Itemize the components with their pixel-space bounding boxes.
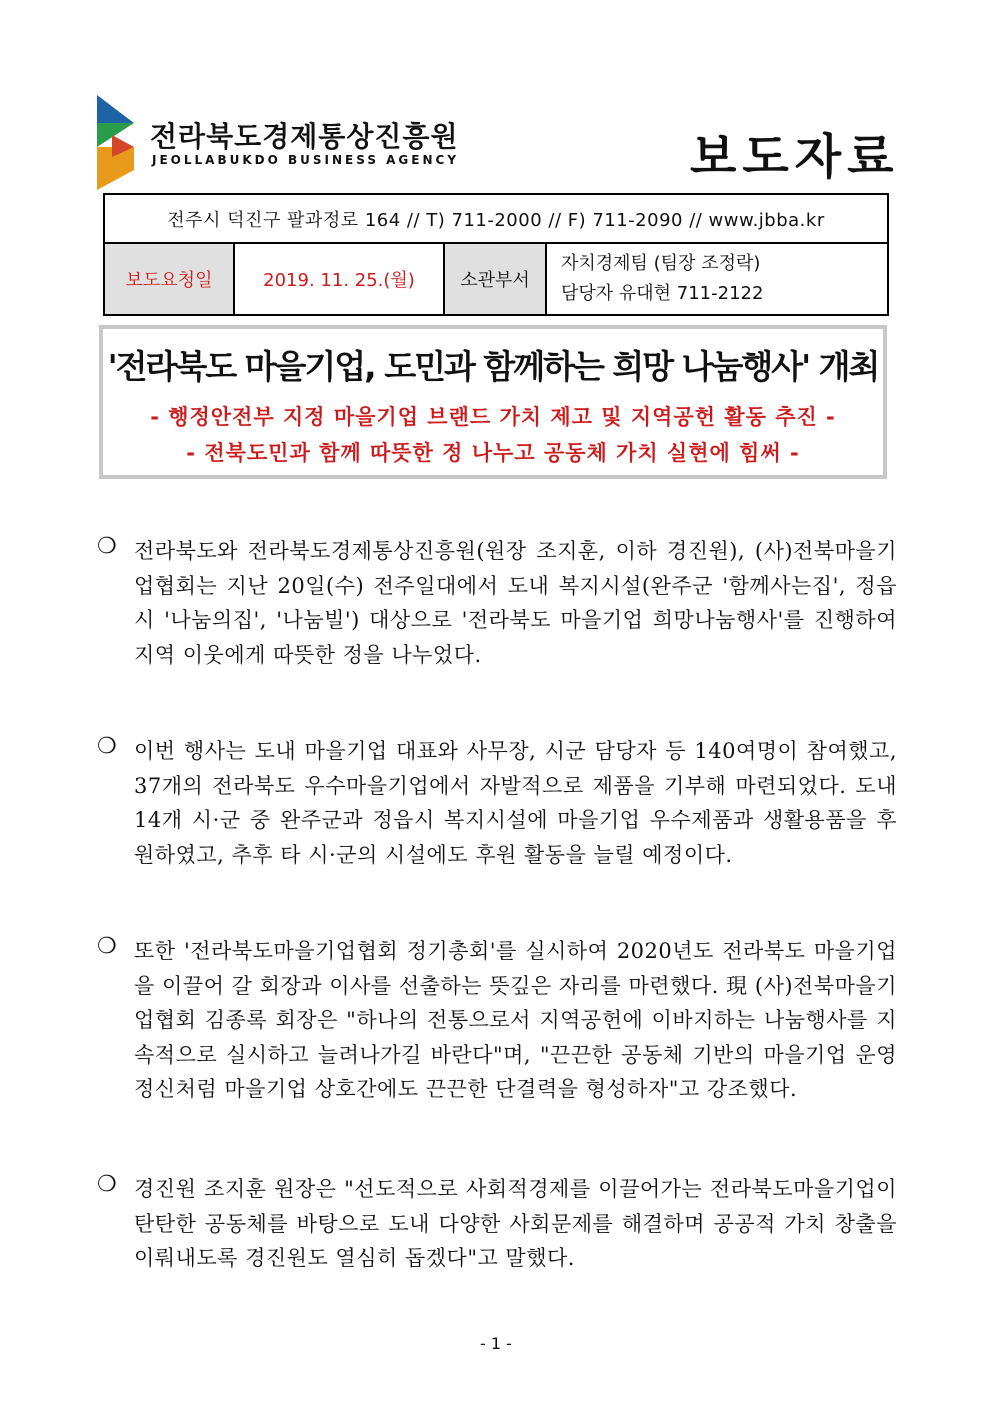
- department-contact: 담당자 유대현 711-2122: [561, 283, 764, 304]
- paragraph-text: 이번 행사는 도내 마을기업 대표와 사무장, 시군 담당자 등 140여명이 참여했고, 37개의 전라북도 우수마을기업에서 자발적으로 제품을 기부해 마련되었다. 도내 14개 시·군 중 완주군과 정읍시 복지시설에 마을기업 우수제품과 생활용품을 후원하였고, 추후 타 시·군의 시설에도 후원 활동을 늘릴 예정이다.: [134, 739, 897, 867]
- body-paragraph: [97, 1172, 897, 1276]
- headline-box: [99, 325, 887, 479]
- page-number: - 1 -: [480, 1334, 512, 1353]
- request-date-label: 보도요청일: [104, 243, 234, 315]
- body-paragraph: [97, 934, 897, 1107]
- bullet-circle-icon: ❍: [97, 734, 117, 759]
- contact-address: 전주시 덕진구 팔과정로 164 // T) 711-2000 // F) 711-2090 // www.jbba.kr: [104, 194, 888, 243]
- paragraph-text: 경진원 조지훈 원장은 "선도적으로 사회적경제를 이끌어가는 전라북도마을기업이 탄탄한 공동체를 바탕으로 도내 다양한 사회문제를 해결하며 공공적 가치 창출을 이뤄내도록 경진원도 열심히 돕겠다"고 말했다.: [134, 1177, 897, 1270]
- headline-title: '전라북도 마을기업, 도민과 함께하는 희망 나눔행사' 개최: [107, 347, 879, 386]
- request-date-value: 2019. 11. 25.(월): [234, 243, 444, 315]
- bullet-circle-icon: ❍: [97, 934, 117, 959]
- bullet-circle-icon: ❍: [97, 1172, 117, 1197]
- paragraph-text: 전라북도와 전라북도경제통상진흥원(원장 조지훈, 이하 경진원), (사)전북마을기업협회는 지난 20일(수) 전주일대에서 도내 복지시설(완주군 '함께사는집', 정읍시 '나눔의집', '나눔빌') 대상으로 '전라북도 마을기업 희망나눔행사'를 진행하여 지역 이웃에게 따뜻한 정을 나누었다.: [134, 539, 897, 667]
- body-paragraph: [97, 734, 897, 872]
- body-paragraph: [97, 534, 897, 672]
- department-info: [546, 243, 888, 315]
- logo-text-english: JEOLLABUKDO BUSINESS AGENCY: [152, 153, 460, 167]
- agency-logo: [92, 95, 460, 190]
- press-info-table: [103, 193, 889, 316]
- logo-text-korean: 전라북도경제통상진흥원: [150, 120, 459, 153]
- bullet-circle-icon: ❍: [97, 534, 117, 559]
- department-team: 자치경제팀 (팀장 조정락): [561, 253, 761, 274]
- headline-subtitle-2: - 전북도민과 함께 따뜻한 정 나누고 공동체 가치 실현에 힘써 -: [186, 441, 800, 465]
- paragraph-text: 또한 '전라북도마을기업협회 정기총회'를 실시하여 2020년도 전라북도 마을기업을 이끌어 갈 회장과 이사를 선출하는 뜻깊은 자리를 마련했다. 現 (사)전북마을기업협회 김종록 회장은 "하나의 전통으로서 지역공헌에 이바지하는 나눔행사를 지속적으로 실시하고 늘려나가길 바란다"며, "끈끈한 공동체 기반의 마을기업 운영정신처럼 마을기업 상호간에도 끈끈한 단결력을 형성하자"고 강조했다.: [134, 939, 897, 1101]
- department-label: 소관부서: [444, 243, 546, 315]
- headline-subtitle-1: - 행정안전부 지정 마을기업 브랜드 가치 제고 및 지역공헌 활동 추진 -: [150, 405, 836, 429]
- document-type-title: 보도자료: [690, 129, 900, 185]
- agency-logo-icon: [92, 95, 142, 190]
